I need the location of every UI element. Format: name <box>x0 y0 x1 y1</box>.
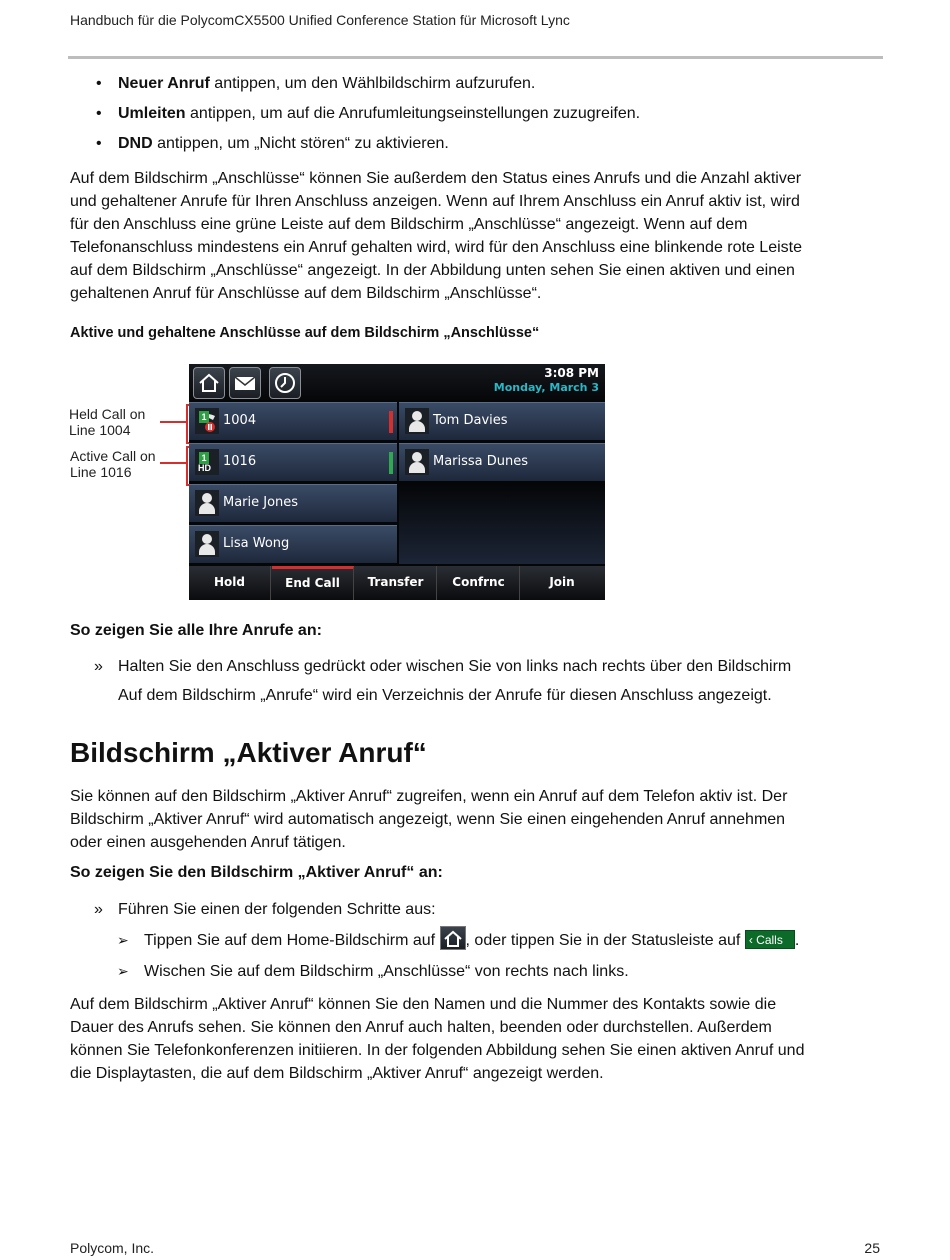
home-icon <box>440 926 466 950</box>
clock-date: Monday, March 3 <box>493 381 599 394</box>
footer-company: Polycom, Inc. <box>70 1240 155 1256</box>
paragraph-active-call-details <box>70 993 804 1085</box>
substep-text: . <box>794 932 800 950</box>
text-line: oder einen ausgehenden Anruf tätigen. <box>70 834 346 851</box>
clock-time: 3:08 PM <box>544 366 599 380</box>
figure-caption: Aktive und gehaltene Anschlüsse auf dem Bildschirm „Anschlüsse“ <box>70 325 540 341</box>
line-label: Marie Jones <box>223 495 299 510</box>
call-count-badge: 1 <box>199 411 209 423</box>
phone-lines-screen <box>189 364 605 600</box>
text-line: auf dem Bildschirm „Anschlüsse“ angezeigt. In der Abbildung unten sehen Sie einen aktiven und einen <box>70 262 795 279</box>
callout-line: Line 1004 <box>69 422 131 438</box>
bullet-new-call <box>96 75 536 93</box>
section-heading-all-calls: So zeigen Sie alle Ihre Anrufe an: <box>70 622 322 639</box>
step-do-one <box>94 898 436 921</box>
callout-connector-held <box>160 421 188 423</box>
step-hold-line <box>94 655 792 678</box>
call-count-badge: 1 <box>199 452 209 464</box>
line-key-1004[interactable] <box>189 402 397 440</box>
contact-label: Marissa Dunes <box>433 454 529 469</box>
step-result: Auf dem Bildschirm „Anrufe“ wird ein Verzeichnis der Anrufe für diesen Anschluss angezeigt. <box>118 687 772 704</box>
hold-softkey[interactable]: Hold <box>189 566 271 600</box>
conference-softkey[interactable]: Confrnc <box>438 566 520 600</box>
bullet-bold: DND <box>118 135 153 152</box>
callout-held-call <box>69 406 145 438</box>
softkey-bar <box>189 566 605 600</box>
text-line: Auf dem Bildschirm „Aktiver Anruf“ können Sie den Namen und die Nummer des Kontakts sowie die <box>70 996 777 1013</box>
envelope-icon <box>230 368 260 398</box>
contact-icon <box>195 490 219 516</box>
bullet-forward <box>96 105 641 123</box>
callout-active-call <box>70 448 156 480</box>
transfer-softkey[interactable]: Transfer <box>355 566 437 600</box>
substep-text: , oder tippen Sie in der Statusleiste auf <box>465 932 745 950</box>
line-key-marie-jones[interactable] <box>189 484 397 522</box>
messages-button[interactable] <box>229 367 261 399</box>
text-line: die Displaytasten, die auf dem Bildschirm „Aktiver Anruf“ angezeigt werden. <box>70 1065 604 1082</box>
line-label: Lisa Wong <box>223 536 290 551</box>
callout-connector-active <box>160 462 188 464</box>
bullet-text: antippen, um auf die Anrufumleitungseinstellungen zuzugreifen. <box>185 105 641 122</box>
step-marker: » <box>94 901 103 918</box>
calls-history-button[interactable] <box>269 367 301 399</box>
substep-text: Wischen Sie auf dem Bildschirm „Anschlüsse“ von rechts nach links. <box>144 963 629 980</box>
substep-swipe <box>117 960 629 983</box>
contact-icon <box>405 408 429 434</box>
paragraph-lines-status <box>70 167 802 305</box>
substep-tap-home <box>117 929 800 953</box>
substep-text: Tippen Sie auf dem Home-Bildschirm auf <box>144 932 440 950</box>
status-bar <box>189 364 605 402</box>
running-header: Handbuch für die PolycomCX5500 Unified Conference Station für Microsoft Lync <box>70 12 570 28</box>
home-button[interactable] <box>193 367 225 399</box>
contact-tom-davies[interactable] <box>399 402 605 440</box>
step-text: Führen Sie einen der folgenden Schritte aus: <box>118 901 436 918</box>
bullet-dot: • <box>96 75 102 92</box>
contact-marissa-dunes[interactable] <box>399 443 605 481</box>
join-softkey[interactable]: Join <box>549 575 575 589</box>
bullet-text: antippen, um „Nicht stören“ zu aktivieren. <box>152 135 449 152</box>
calls-label: Calls <box>756 932 783 947</box>
bullet-bold: Neuer Anruf <box>118 75 210 92</box>
text-line: Sie können auf den Bildschirm „Aktiver Anruf“ zugreifen, wenn ein Anruf auf dem Telefon aktiv ist. Der <box>70 788 788 805</box>
line-key-lisa-wong[interactable] <box>189 525 397 563</box>
contact-icon <box>195 531 219 557</box>
text-line: und gehaltener Anrufe für Ihren Anschluss anzeigen. Wenn auf Ihrem Anschluss ein Anruf aktiv ist, wird <box>70 193 800 210</box>
section-title-active-call: Bildschirm „Aktiver Anruf“ <box>70 737 427 768</box>
line-key-1016[interactable] <box>189 443 397 481</box>
step-marker: » <box>94 658 103 675</box>
bullet-text: antippen, um den Wählbildschirm aufzurufen. <box>209 75 536 92</box>
arrow-marker: ➢ <box>117 963 129 979</box>
callout-line: Held Call on <box>69 406 146 422</box>
bullet-dot: • <box>96 105 102 122</box>
bullet-dot: • <box>96 135 102 152</box>
line-label: 1004 <box>223 413 257 428</box>
text-line: gehaltenen Anruf für Anschlüsse auf dem Bildschirm „Anschlüsse“. <box>70 285 542 302</box>
held-status-bar <box>389 411 393 433</box>
bullet-bold: Umleiten <box>118 105 186 122</box>
text-line: Bildschirm „Aktiver Anruf“ wird automatisch angezeigt, wenn Sie einen eingehenden Anruf annehmen <box>70 811 786 828</box>
contact-label: Tom Davies <box>433 413 508 428</box>
text-line: Auf dem Bildschirm „Anschlüsse“ können Sie außerdem den Status eines Anrufs und die Anzahl aktiver <box>70 170 802 187</box>
end-call-softkey[interactable]: End Call <box>272 566 354 600</box>
callout-line: Active Call on <box>70 448 156 464</box>
chevron-left-icon: ‹ <box>748 932 753 947</box>
line-label: 1016 <box>223 454 257 469</box>
section-heading-show-active: So zeigen Sie den Bildschirm „Aktiver Anruf“ an: <box>70 864 443 881</box>
active-status-bar <box>389 452 393 474</box>
text-line: Telefonanschluss mindestens ein Anruf gehalten wird, wird für den Anschluss eine blinkende rote Leiste <box>70 239 802 256</box>
clock-icon <box>270 368 300 398</box>
callout-line: Line 1016 <box>70 464 132 480</box>
page-number: 25 <box>864 1240 880 1256</box>
calls-button <box>745 930 795 949</box>
hd-call-icon <box>195 449 219 475</box>
paragraph-active-call-intro <box>70 785 787 854</box>
contact-icon <box>405 449 429 475</box>
empty-area <box>399 484 605 564</box>
text-line: für den Anschluss eine grüne Leiste auf dem Bildschirm „Anschlüsse“ angezeigt. Wenn auf dem <box>70 216 748 233</box>
home-icon <box>194 368 224 398</box>
step-text: Halten Sie den Anschluss gedrückt oder wischen Sie von links nach rechts über den Bildschirm <box>118 658 792 675</box>
hd-label: HD <box>198 463 211 473</box>
header-rule <box>68 56 883 59</box>
bullet-dnd <box>96 135 449 153</box>
arrow-marker: ➢ <box>117 932 129 948</box>
text-line: können Sie Telefonkonferenzen initiieren. In der folgenden Abbildung sehen Sie einen aktiven Anruf und <box>70 1042 805 1059</box>
text-line: Dauer des Anrufs sehen. Sie können den Anruf auch halten, beenden oder durchstellen. Außerdem <box>70 1019 772 1036</box>
held-call-icon <box>195 408 219 434</box>
